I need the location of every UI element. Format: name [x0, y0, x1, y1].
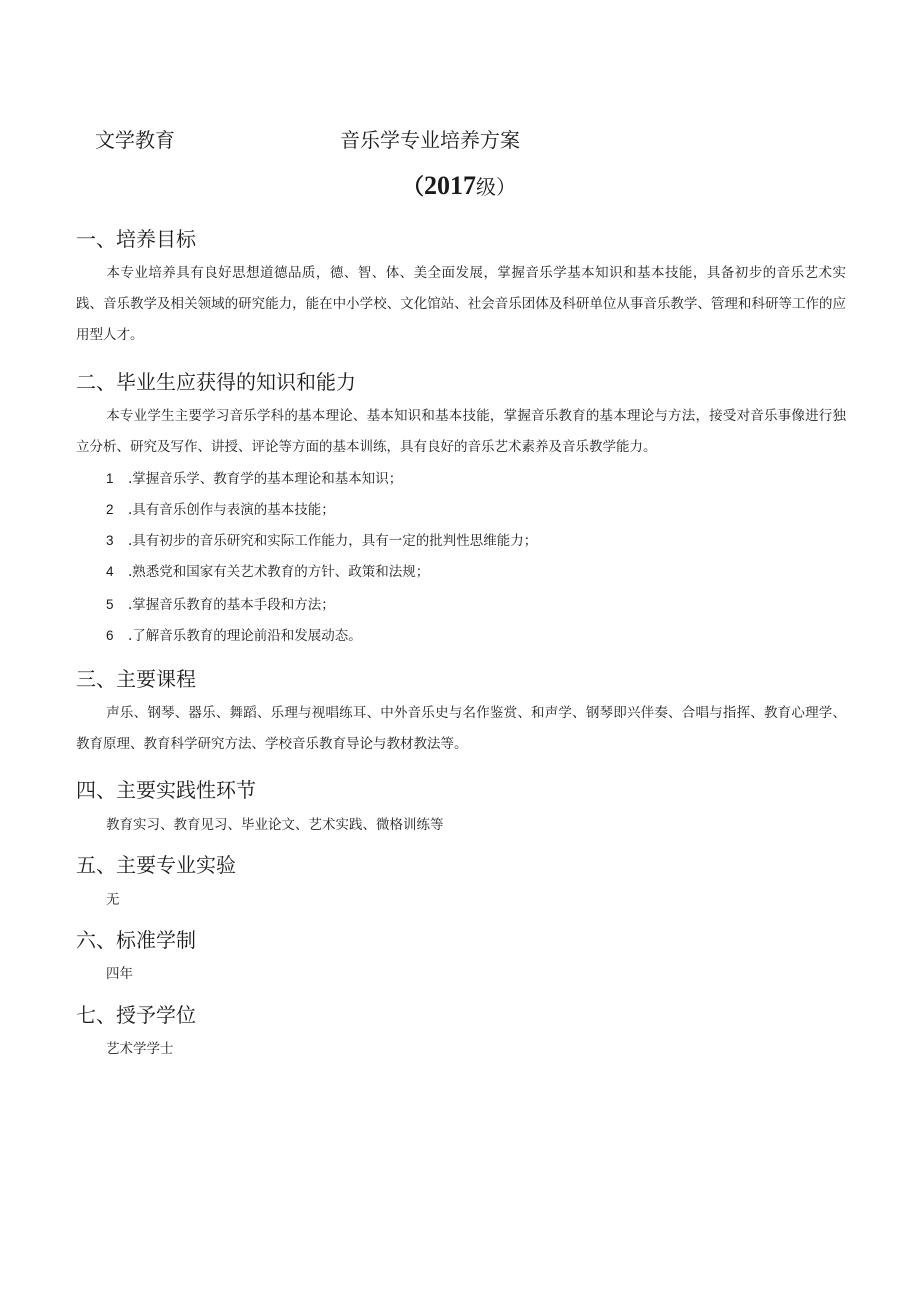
list-item — [106, 560, 429, 580]
list-item-text: .具有初步的音乐研究和实际工作能力，具有一定的批判性思维能力； — [128, 533, 538, 549]
section-heading-knowledge: 二、毕业生应获得的知识和能力 — [76, 370, 356, 394]
grade-year-open: （ — [402, 174, 425, 200]
section-paragraph-courses — [76, 698, 846, 760]
list-item-text: .掌握音乐教育的基本手段和方法； — [128, 597, 335, 613]
section-heading-duration: 六、标准学制 — [76, 928, 196, 952]
list-item-number: 2 — [106, 502, 114, 517]
section-text-duration: 四年 — [106, 966, 133, 982]
list-item — [106, 529, 537, 549]
list-item-text: .了解音乐教育的理论前沿和发展动态。 — [128, 628, 362, 644]
list-item — [106, 498, 335, 518]
list-item-number: 1 — [106, 471, 114, 486]
section-heading-courses: 三、主要课程 — [76, 667, 196, 691]
paragraph-text: 声乐、钢琴、器乐、舞蹈、乐理与视唱练耳、中外音乐史与名作鉴赏、和声学、钢琴即兴伴奏、合唱与指挥、教育心理学、教育原理、教育科学研究方法、学校音乐教育导论与教材教法等。 — [76, 705, 846, 752]
list-item-number: 5 — [106, 597, 114, 612]
list-item-text: .熟悉党和国家有关艺术教育的方针、政策和法规； — [128, 564, 430, 580]
list-item-text: .掌握音乐学、教育学的基本理论和基本知识； — [128, 471, 403, 487]
section-heading-objective: 一、培养目标 — [76, 227, 196, 251]
section-text-practice: 教育实习、教育见习、毕业论文、艺术实践、微格训练等 — [106, 817, 444, 833]
list-item — [106, 593, 335, 613]
list-item-number: 3 — [106, 533, 114, 548]
section-text-experiments: 无 — [106, 892, 120, 908]
section-heading-experiments: 五、主要专业实验 — [76, 853, 236, 877]
list-item — [106, 624, 362, 644]
section-paragraph-objective — [76, 258, 846, 351]
list-item-number: 4 — [106, 564, 114, 579]
grade-year-suffix: 级） — [476, 175, 517, 199]
section-heading-degree: 七、授予学位 — [76, 1003, 196, 1027]
document-title: 音乐学专业培养方案 — [340, 128, 520, 152]
list-item-text: .具有音乐创作与表演的基本技能； — [128, 502, 335, 518]
grade-year-number: 2017 — [424, 171, 477, 200]
grade-year — [402, 170, 516, 201]
paragraph-text: 本专业培养具有良好思想道德品质，德、智、体、美全面发展，掌握音乐学基本知识和基本技能，具备初步的音乐艺术实践、音乐教学及相关领域的研究能力，能在中小学校、文化馆站、社会音乐团体及科研单位从事音乐教学、管理和科研等工作的应用型人才。 — [76, 265, 846, 343]
section-heading-practice: 四、主要实践性环节 — [76, 778, 256, 802]
list-item — [106, 467, 402, 487]
section-paragraph-knowledge — [76, 401, 846, 463]
list-item-number: 6 — [106, 628, 114, 643]
section-text-degree: 艺术学学士 — [106, 1041, 174, 1057]
faculty-label: 文学教育 — [95, 128, 175, 152]
paragraph-text: 本专业学生主要学习音乐学科的基本理论、基本知识和基本技能，掌握音乐教育的基本理论与方法，接受对音乐事像进行独立分析、研究及写作、讲授、评论等方面的基本训练，具有良好的音乐艺术素养及音乐教学能力。 — [76, 408, 846, 455]
